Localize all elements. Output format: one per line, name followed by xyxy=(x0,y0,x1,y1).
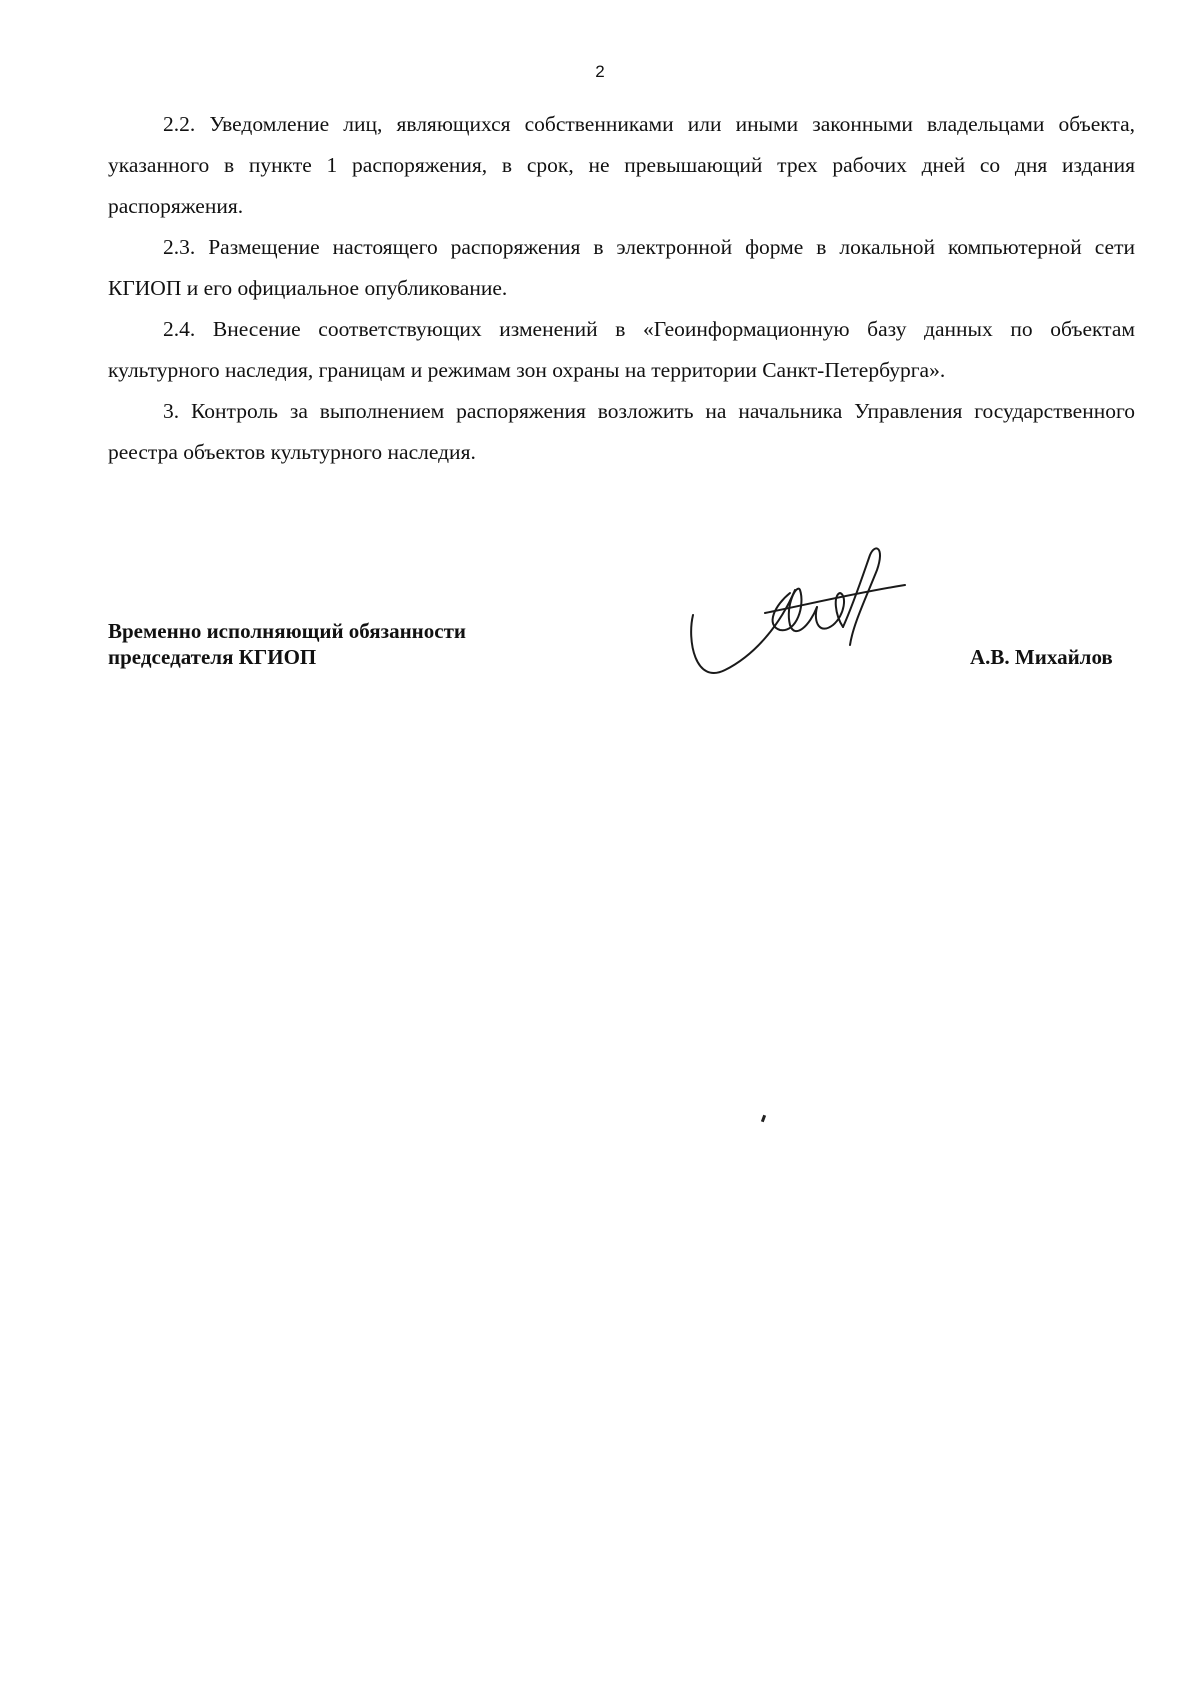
signer-name: А.В. Михайлов xyxy=(970,645,1113,669)
handwritten-signature-icon xyxy=(685,545,915,695)
paragraph-2-2: 2.2. Уведомление лиц, являющихся собственниками или иными законными владельцами объекта, указанного в пункте 1 распоряжения, в срок, не превышающий трех рабочих дней со дня издания распоряжения. xyxy=(108,112,1135,218)
signatory-position-line2: председателя КГИОП xyxy=(108,645,317,669)
paragraph-3: 3. Контроль за выполнением распоряжения возложить на начальника Управления государственного реестра объектов культурного наследия. xyxy=(108,399,1135,464)
signatory-position-line1: Временно исполняющий обязанности xyxy=(108,619,467,643)
document-body xyxy=(108,104,1135,473)
paragraph-2-4: 2.4. Внесение соответствующих изменений в «Геоинформационную базу данных по объектам культурного наследия, границам и режимам зон охраны на территории Санкт-Петербурга». xyxy=(108,317,1135,382)
page-number: 2 xyxy=(595,62,605,81)
scan-speck xyxy=(761,1115,766,1123)
paragraph-2-3: 2.3. Размещение настоящего распоряжения в электронной форме в локальной компьютерной сети КГИОП и его официальное опубликование. xyxy=(108,235,1135,300)
signatory-position xyxy=(108,618,466,670)
